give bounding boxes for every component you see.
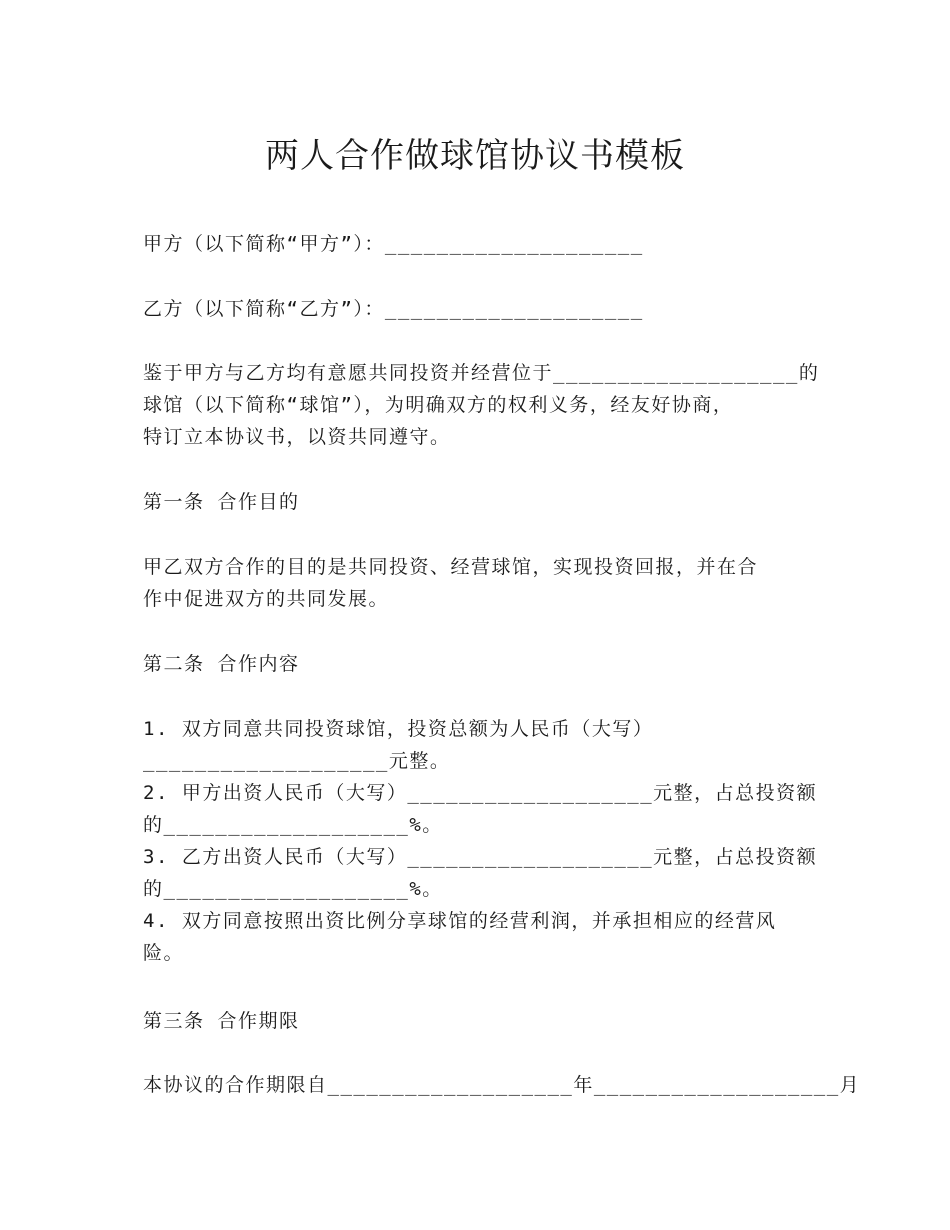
preamble-line-3: 特订立本协议书，以资共同遵守。 [143, 426, 451, 448]
article-3-line-1: 本协议的合作期限自___________________年___________________月 [143, 1074, 861, 1096]
article-2-line-7: 4. 双方同意按照出资比例分享球馆的经营利润，并承担相应的经营风 [143, 910, 777, 932]
article-2-line-1: 1. 双方同意共同投资球馆，投资总额为人民币（大写） [143, 718, 654, 740]
article-2-line-2: ___________________元整。 [143, 750, 451, 772]
page-title: 两人合作做球馆协议书模板 [265, 136, 685, 176]
article-3-heading: 第三条 合作期限 [143, 1010, 300, 1032]
article-2-line-6: 的___________________%。 [143, 878, 443, 900]
preamble-line-1: 鉴于甲方与乙方均有意愿共同投资并经营位于___________________的 [143, 362, 820, 384]
article-1-line-1: 甲乙双方合作的目的是共同投资、经营球馆，实现投资回报，并在合 [143, 556, 759, 578]
party-a-line: 甲方（以下简称“甲方”）：____________________ [143, 233, 644, 255]
article-2-heading: 第二条 合作内容 [143, 653, 300, 675]
article-2-line-3: 2. 甲方出资人民币（大写）___________________元整，占总投资额 [143, 782, 818, 804]
article-2-line-8: 险。 [143, 942, 185, 964]
party-b-line: 乙方（以下简称“乙方”）：____________________ [143, 298, 644, 320]
article-2-line-5: 3. 乙方出资人民币（大写）___________________元整，占总投资额 [143, 846, 818, 868]
article-2-line-4: 的___________________%。 [143, 814, 443, 836]
preamble-line-2: 球馆（以下简称“球馆”），为明确双方的权利义务，经友好协商， [143, 394, 734, 416]
article-1-heading: 第一条 合作目的 [143, 491, 300, 513]
article-1-line-2: 作中促进双方的共同发展。 [143, 588, 390, 610]
